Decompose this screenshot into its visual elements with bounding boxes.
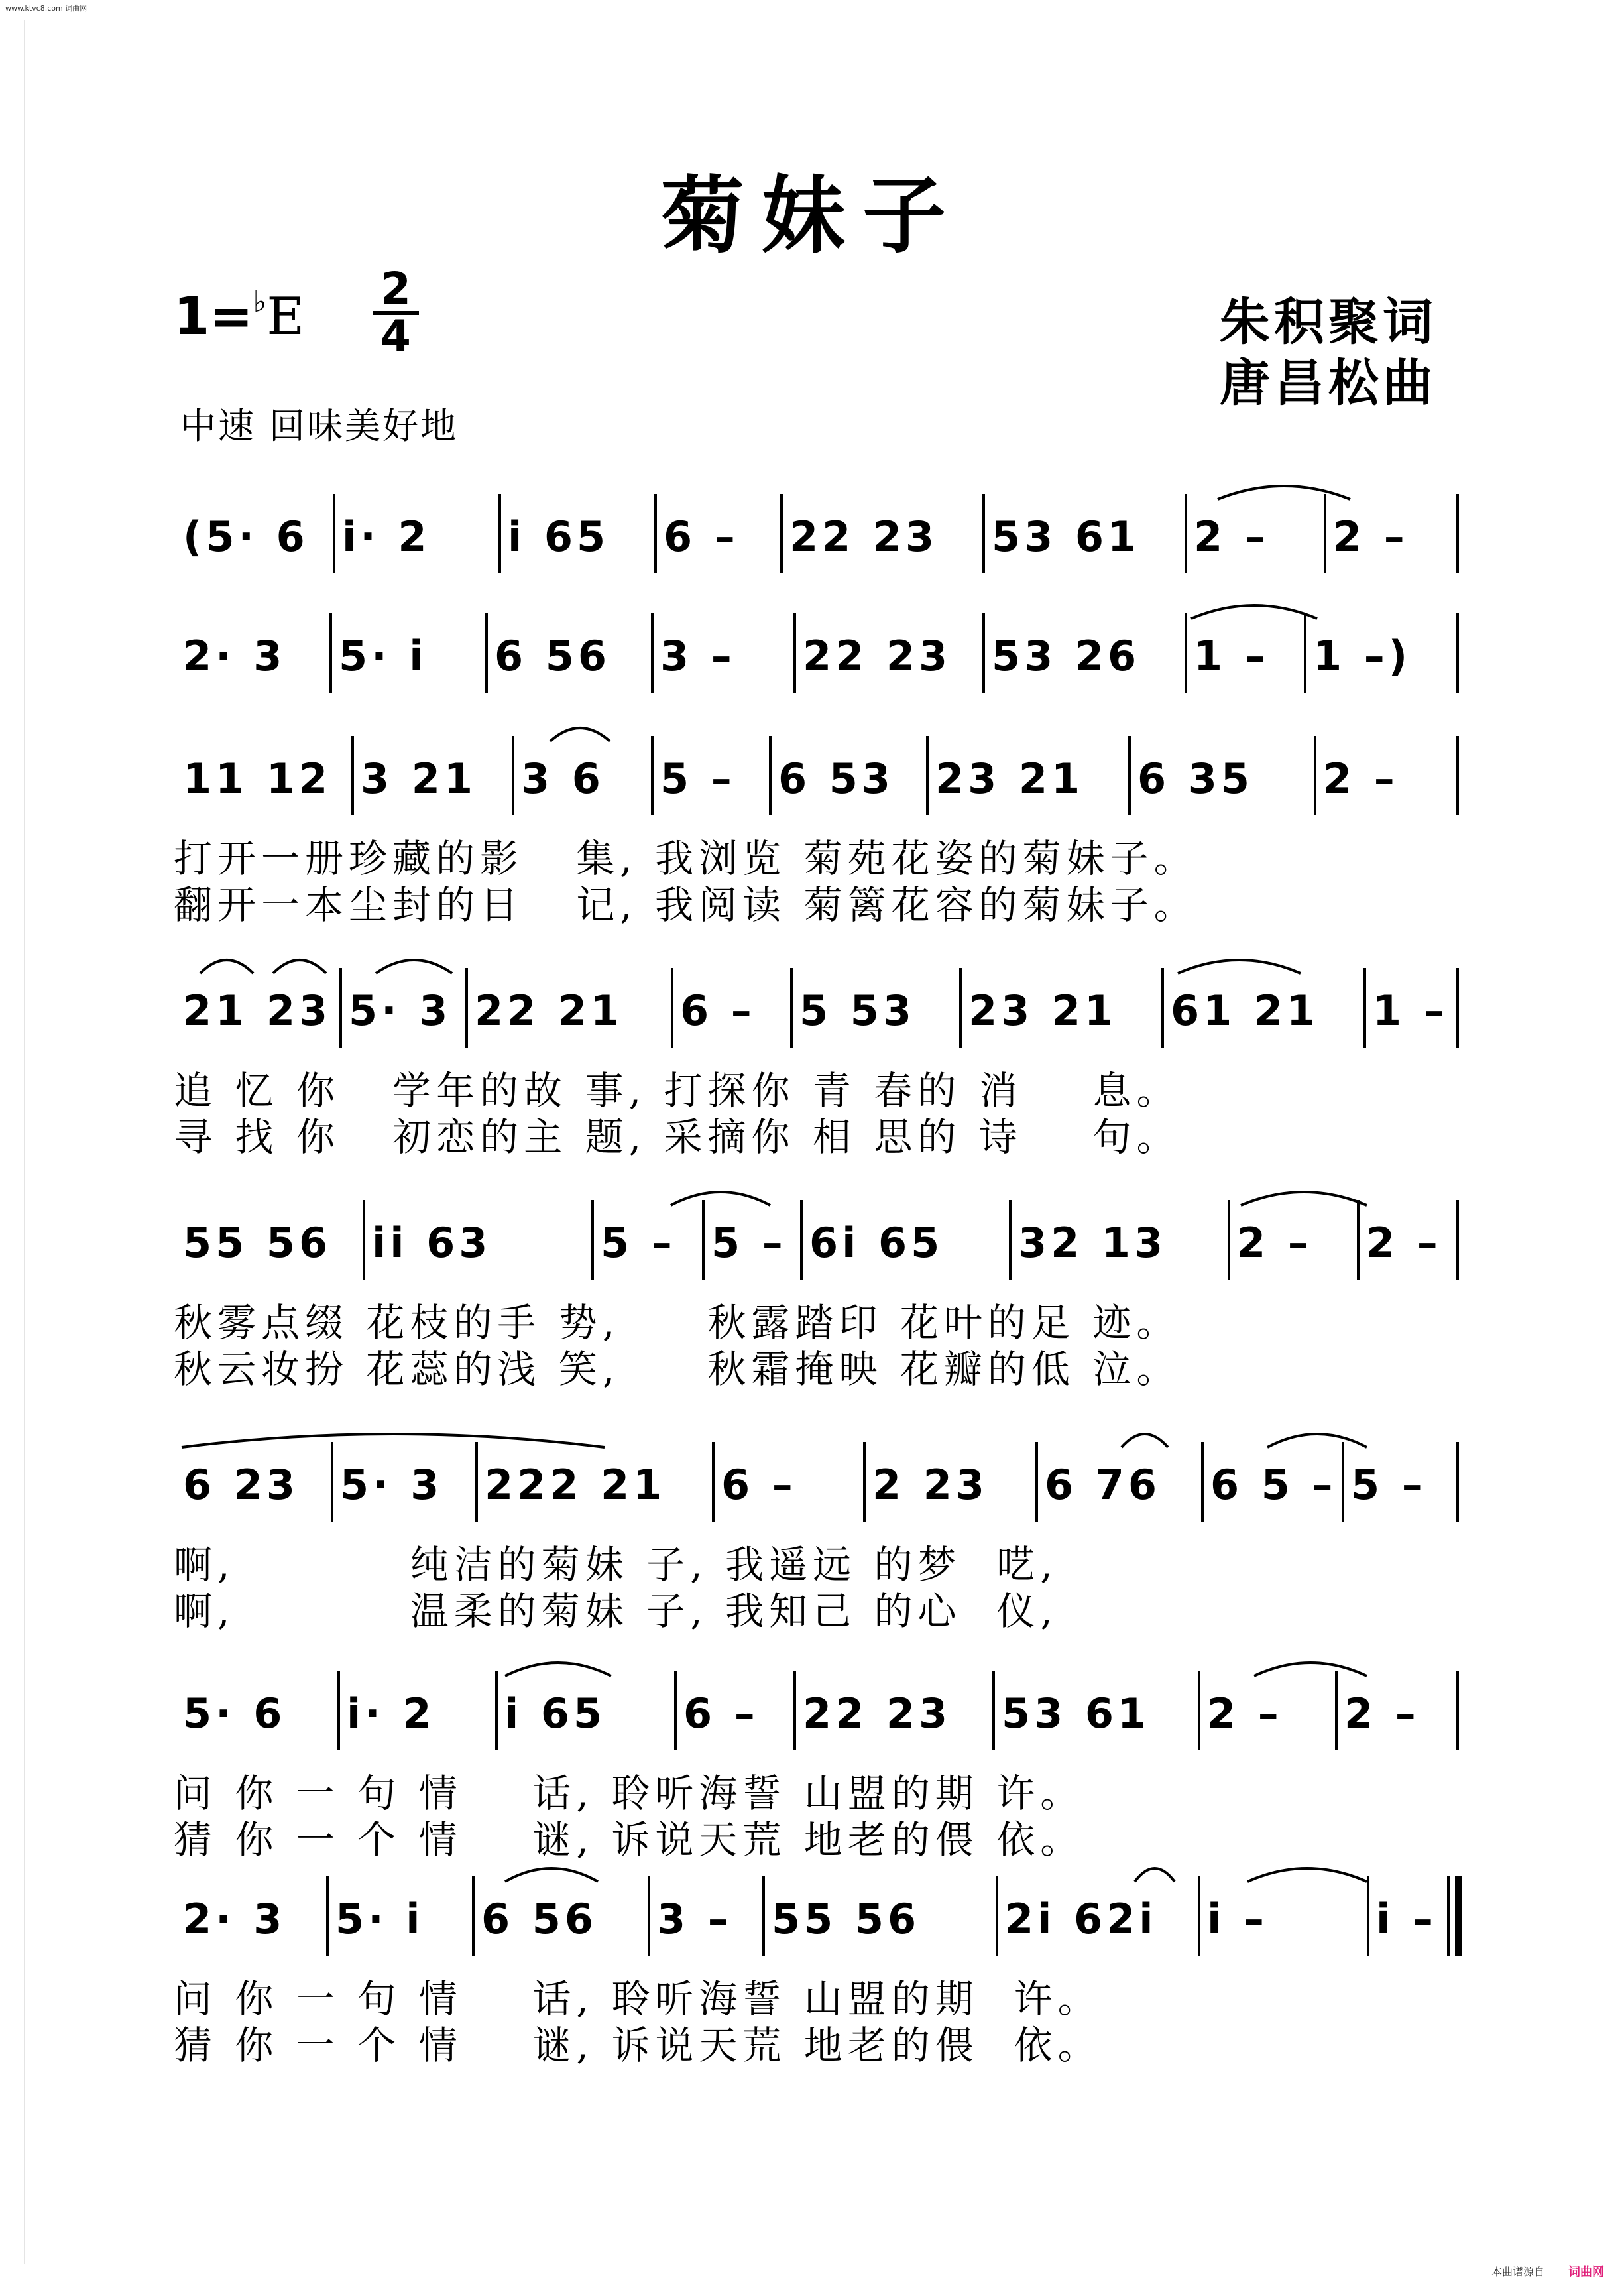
bar-line bbox=[712, 1442, 715, 1522]
measure bbox=[930, 736, 1126, 815]
slur bbox=[550, 728, 610, 741]
measure bbox=[1371, 1876, 1454, 1956]
measure bbox=[963, 968, 1159, 1048]
bar-line bbox=[982, 494, 985, 573]
bar-line bbox=[982, 613, 985, 693]
final-bar-line-thick bbox=[1455, 1876, 1462, 1956]
measure-notes: 2i 62i bbox=[1005, 1895, 1157, 1943]
lyric-line: 问 你 一 句 情 话, 聆听海誓 山盟的期 许。 bbox=[174, 1771, 1084, 1816]
bar-line bbox=[793, 1671, 796, 1750]
bar-line bbox=[1324, 494, 1326, 573]
slur-layer bbox=[174, 719, 1456, 745]
bar-line bbox=[1456, 1200, 1459, 1280]
slur-layer bbox=[174, 951, 1456, 977]
measure-notes: 6 35 bbox=[1137, 754, 1254, 803]
measure-notes: 22 23 bbox=[803, 632, 952, 680]
slur bbox=[505, 1663, 611, 1676]
measure bbox=[1328, 494, 1454, 573]
measure-notes: 55 56 bbox=[183, 1219, 332, 1267]
lyric-line: 翻开一本尘封的日 记, 我阅读 菊篱花容的菊妹子。 bbox=[174, 882, 1198, 928]
credits bbox=[1220, 292, 1437, 414]
measure bbox=[986, 494, 1182, 573]
measure-notes: 53 61 bbox=[992, 512, 1141, 561]
notation-row bbox=[174, 613, 1456, 693]
key-prefix: 1= bbox=[174, 287, 253, 347]
flat-sign: ♭ bbox=[253, 285, 267, 319]
bar-line bbox=[1228, 1200, 1230, 1280]
song-title: 菊妹子 bbox=[661, 166, 963, 265]
bar-line bbox=[654, 494, 657, 573]
measure bbox=[178, 494, 330, 573]
measure bbox=[996, 1671, 1195, 1750]
bar-line bbox=[926, 736, 929, 815]
measure bbox=[784, 494, 980, 573]
measure-notes: 6i 65 bbox=[809, 1219, 944, 1267]
lyric-line: 秋云妆扮 花蕊的浅 笑, 秋霜掩映 花瓣的低 泣。 bbox=[174, 1347, 1181, 1392]
bar-line bbox=[863, 1442, 866, 1522]
measure-notes: 23 21 bbox=[968, 987, 1118, 1035]
site-url: www.ktvc8.com 词曲网 bbox=[5, 4, 87, 13]
bar-line bbox=[959, 968, 962, 1048]
slur bbox=[200, 960, 253, 973]
notation-row bbox=[174, 1671, 1456, 1750]
slur bbox=[1247, 1868, 1367, 1882]
measure bbox=[178, 1671, 335, 1750]
measure-notes: 3 – bbox=[657, 1895, 732, 1943]
meter-top: 2 bbox=[380, 263, 411, 314]
measure-notes: 22 23 bbox=[803, 1689, 952, 1738]
measure bbox=[178, 968, 337, 1048]
bar-line bbox=[648, 1876, 650, 1956]
measure-notes: 5 – bbox=[601, 1219, 676, 1267]
measure-notes: 23 21 bbox=[935, 754, 1084, 803]
slur bbox=[1122, 1434, 1168, 1447]
measure bbox=[1308, 613, 1454, 693]
measure-notes: 6 – bbox=[683, 1689, 759, 1738]
slur bbox=[182, 1434, 605, 1447]
measure-notes: 5· 3 bbox=[340, 1461, 443, 1509]
bar-line bbox=[674, 1671, 677, 1750]
lyric-line: 问 你 一 句 情 话, 聆听海誓 山盟的期 许。 bbox=[174, 1976, 1102, 2021]
measure bbox=[716, 1442, 860, 1522]
measure bbox=[1339, 1671, 1454, 1750]
measure-notes: 6 56 bbox=[494, 632, 611, 680]
measure-notes: 3 – bbox=[660, 632, 736, 680]
measure-notes: 5· i bbox=[335, 1895, 424, 1943]
key-letter: E bbox=[266, 287, 305, 347]
measure-notes: 2 – bbox=[1237, 1219, 1312, 1267]
bar-line bbox=[1456, 613, 1459, 693]
measure bbox=[678, 1671, 791, 1750]
notation-row bbox=[174, 1876, 1456, 1956]
measure bbox=[1039, 1442, 1198, 1522]
measure bbox=[502, 494, 652, 573]
bar-line bbox=[996, 1876, 998, 1956]
notation-row bbox=[174, 494, 1456, 573]
measure-notes: 22 23 bbox=[789, 512, 939, 561]
slur-layer bbox=[174, 1859, 1456, 1886]
slur bbox=[273, 960, 326, 973]
bar-line bbox=[591, 1200, 594, 1280]
measure bbox=[335, 1442, 473, 1522]
measure bbox=[1346, 1442, 1454, 1522]
measure-notes: 5· 3 bbox=[349, 987, 452, 1035]
slur bbox=[671, 1192, 770, 1205]
measure-notes: 2· 3 bbox=[183, 1895, 286, 1943]
tempo-marking: 中速 回味美好地 bbox=[180, 405, 459, 447]
measure bbox=[986, 613, 1182, 693]
bar-line bbox=[1335, 1671, 1338, 1750]
measure bbox=[658, 494, 778, 573]
measure-notes: (5· 6 bbox=[183, 512, 309, 561]
slur-layer bbox=[174, 596, 1456, 623]
measure-notes: i 65 bbox=[508, 512, 610, 561]
measure bbox=[1367, 968, 1454, 1048]
lyric-line: 打开一册珍藏的影 集, 我浏览 菊苑花姿的菊妹子。 bbox=[174, 836, 1198, 881]
bar-line bbox=[1456, 968, 1459, 1048]
bar-line bbox=[495, 1671, 498, 1750]
meter-bottom: 4 bbox=[380, 311, 411, 362]
measure bbox=[797, 613, 980, 693]
measure bbox=[355, 736, 509, 815]
bar-line bbox=[1342, 1442, 1344, 1522]
measure-notes: 2 23 bbox=[872, 1461, 989, 1509]
bar-line bbox=[498, 494, 501, 573]
bar-line bbox=[1128, 736, 1131, 815]
bar-line bbox=[790, 968, 793, 1048]
measure-notes: 5 53 bbox=[799, 987, 916, 1035]
slur bbox=[1191, 605, 1317, 619]
slur bbox=[1241, 1192, 1367, 1205]
measure-notes: 1 – bbox=[1194, 632, 1269, 680]
measure bbox=[804, 1200, 1006, 1280]
measure bbox=[476, 1876, 645, 1956]
measure bbox=[595, 1200, 699, 1280]
measure-notes: 53 26 bbox=[992, 632, 1141, 680]
measure bbox=[794, 968, 957, 1048]
measure bbox=[766, 1876, 993, 1956]
bar-line bbox=[363, 1200, 365, 1280]
measure bbox=[797, 1671, 990, 1750]
measure bbox=[1202, 1671, 1332, 1750]
measure-notes: ii 63 bbox=[372, 1219, 492, 1267]
bar-line bbox=[337, 1671, 340, 1750]
measure bbox=[1205, 1442, 1339, 1522]
measure-notes: 32 13 bbox=[1018, 1219, 1167, 1267]
bar-line bbox=[472, 1876, 475, 1956]
measure bbox=[655, 736, 766, 815]
measure bbox=[655, 613, 791, 693]
slur bbox=[1267, 1434, 1367, 1447]
measure-notes: 5· i bbox=[339, 632, 428, 680]
measure-notes: 6 76 bbox=[1045, 1461, 1161, 1509]
measure-notes: 2 – bbox=[1366, 1219, 1442, 1267]
measure-notes: 55 56 bbox=[772, 1895, 921, 1943]
bar-line bbox=[671, 968, 673, 1048]
bar-line bbox=[800, 1200, 803, 1280]
measure bbox=[1189, 613, 1301, 693]
measure bbox=[469, 968, 668, 1048]
measure-notes: 3 21 bbox=[361, 754, 477, 803]
bar-line bbox=[326, 1876, 329, 1956]
bar-line bbox=[475, 1442, 478, 1522]
measure bbox=[499, 1671, 671, 1750]
lyric-line: 啊, 纯洁的菊妹 子, 我遥远 的梦 呓, bbox=[174, 1542, 1058, 1587]
measure-notes: 2 – bbox=[1344, 1689, 1420, 1738]
measure-notes: 6 – bbox=[721, 1461, 797, 1509]
key-signature bbox=[174, 285, 304, 347]
measure-notes: 6 23 bbox=[183, 1461, 300, 1509]
bar-line bbox=[1185, 494, 1187, 573]
slur bbox=[376, 960, 452, 973]
measure bbox=[1132, 736, 1311, 815]
bar-line bbox=[339, 968, 342, 1048]
slur bbox=[1135, 1868, 1175, 1882]
measure bbox=[367, 1200, 589, 1280]
measure bbox=[1361, 1200, 1454, 1280]
measure bbox=[343, 968, 463, 1048]
bar-line bbox=[762, 1876, 765, 1956]
measure bbox=[773, 736, 923, 815]
measure-notes: i – bbox=[1207, 1895, 1268, 1943]
measure-notes: 2 – bbox=[1333, 512, 1409, 561]
slur-layer bbox=[174, 477, 1456, 503]
bar-line bbox=[769, 736, 772, 815]
bar-line bbox=[651, 613, 654, 693]
bar-line bbox=[333, 494, 335, 573]
measure-notes: 5 – bbox=[1351, 1461, 1426, 1509]
measure-notes: i 65 bbox=[504, 1689, 607, 1738]
measure bbox=[333, 613, 483, 693]
notation-row bbox=[174, 968, 1456, 1048]
slur-layer bbox=[174, 1425, 1456, 1451]
measure-notes: 11 12 bbox=[183, 754, 332, 803]
measure bbox=[1000, 1876, 1195, 1956]
measure-notes: 53 61 bbox=[1002, 1689, 1151, 1738]
measure bbox=[479, 1442, 709, 1522]
measure-notes: 5· 6 bbox=[183, 1689, 286, 1738]
lyric-line: 猜 你 一 个 情 谜, 诉说天荒 地老的偎 依。 bbox=[174, 1817, 1084, 1862]
measure bbox=[706, 1200, 797, 1280]
measure-notes: 6 – bbox=[680, 987, 756, 1035]
bar-line bbox=[780, 494, 783, 573]
measure-notes: 21 23 bbox=[183, 987, 332, 1035]
measure bbox=[178, 1442, 328, 1522]
measure bbox=[1165, 968, 1361, 1048]
bar-line bbox=[702, 1200, 705, 1280]
bar-line bbox=[512, 736, 514, 815]
measure bbox=[1202, 1876, 1364, 1956]
bar-line bbox=[1198, 1876, 1200, 1956]
bar-line bbox=[331, 1442, 333, 1522]
measure-notes: 2· 3 bbox=[183, 632, 286, 680]
measure bbox=[1189, 494, 1321, 573]
slur bbox=[505, 1868, 598, 1882]
bar-line bbox=[1456, 736, 1459, 815]
notation-row bbox=[174, 736, 1456, 815]
lyric-line: 追 忆 你 学年的故 事, 打探你 青 春的 消 息。 bbox=[174, 1068, 1181, 1113]
measure bbox=[1318, 736, 1454, 815]
bar-line bbox=[793, 613, 796, 693]
notation-row bbox=[174, 1442, 1456, 1522]
bar-line bbox=[1185, 613, 1187, 693]
measure bbox=[675, 968, 787, 1048]
bar-line bbox=[1035, 1442, 1038, 1522]
bar-line bbox=[1161, 968, 1164, 1048]
measure bbox=[489, 613, 648, 693]
measure-notes: 222 21 bbox=[485, 1461, 666, 1509]
measure bbox=[330, 1876, 469, 1956]
footer-logo: 词曲网 bbox=[1568, 2265, 1604, 2279]
measure-notes: 6 56 bbox=[481, 1895, 598, 1943]
bar-line bbox=[1304, 613, 1306, 693]
bar-line bbox=[465, 968, 468, 1048]
bar-line bbox=[1367, 1876, 1369, 1956]
bar-line bbox=[329, 613, 332, 693]
measure-notes: 6 – bbox=[664, 512, 739, 561]
measure-notes: 2 – bbox=[1323, 754, 1399, 803]
slur bbox=[1178, 960, 1301, 973]
final-bar-line bbox=[1447, 1876, 1450, 1956]
bar-line bbox=[1009, 1200, 1012, 1280]
bar-line bbox=[1314, 736, 1316, 815]
measure bbox=[867, 1442, 1033, 1522]
bar-line bbox=[1456, 494, 1459, 573]
measure bbox=[178, 736, 349, 815]
measure bbox=[516, 736, 648, 815]
source-note: 本曲谱源自 bbox=[1491, 2265, 1544, 2278]
slur-layer bbox=[174, 1653, 1456, 1680]
bar-line bbox=[1201, 1442, 1204, 1522]
bar-line bbox=[1363, 968, 1366, 1048]
measure bbox=[652, 1876, 760, 1956]
measure-notes: i – bbox=[1376, 1895, 1437, 1943]
measure-notes: 22 21 bbox=[475, 987, 624, 1035]
measure-notes: 5 – bbox=[660, 754, 736, 803]
measure-notes: 2 – bbox=[1207, 1689, 1283, 1738]
measure-notes: 6 5 – bbox=[1210, 1461, 1337, 1509]
measure-notes: i· 2 bbox=[342, 512, 431, 561]
lyric-line: 寻 找 你 初恋的主 题, 采摘你 相 思的 诗 句。 bbox=[174, 1114, 1181, 1160]
measure-notes: 5 – bbox=[711, 1219, 787, 1267]
measure bbox=[341, 1671, 493, 1750]
measure-notes: 1 –) bbox=[1313, 632, 1412, 680]
measure-notes: 1 – bbox=[1373, 987, 1448, 1035]
measure-notes: 61 21 bbox=[1171, 987, 1320, 1035]
measure bbox=[178, 1876, 323, 1956]
bar-line bbox=[992, 1671, 995, 1750]
measure bbox=[1013, 1200, 1225, 1280]
measure bbox=[178, 613, 327, 693]
bar-line bbox=[485, 613, 488, 693]
slur-layer bbox=[174, 1183, 1456, 1209]
bar-line bbox=[1456, 1671, 1459, 1750]
measure-notes: 6 53 bbox=[778, 754, 895, 803]
composer: 唐昌松曲 bbox=[1220, 353, 1437, 412]
bar-line bbox=[1357, 1200, 1360, 1280]
bar-line bbox=[651, 736, 654, 815]
slur bbox=[1218, 486, 1350, 499]
measure bbox=[178, 1200, 360, 1280]
bar-line bbox=[351, 736, 354, 815]
notation-row bbox=[174, 1200, 1456, 1280]
lyric-line: 猜 你 一 个 情 谜, 诉说天荒 地老的偎 依。 bbox=[174, 2023, 1102, 2068]
lyric-line: 秋雾点缀 花枝的手 势, 秋露踏印 花叶的足 迹。 bbox=[174, 1300, 1181, 1345]
measure bbox=[1232, 1200, 1354, 1280]
lyric-line: 啊, 温柔的菊妹 子, 我知己 的心 仪, bbox=[174, 1589, 1058, 1634]
measure-notes: 3 6 bbox=[521, 754, 605, 803]
bar-line bbox=[1456, 1442, 1459, 1522]
lyricist: 朱积聚词 bbox=[1220, 292, 1437, 351]
bar-line bbox=[1198, 1671, 1200, 1750]
measure-notes: i· 2 bbox=[347, 1689, 435, 1738]
slur bbox=[1254, 1663, 1367, 1676]
measure-notes: 2 – bbox=[1194, 512, 1269, 561]
measure bbox=[337, 494, 496, 573]
time-signature bbox=[373, 263, 419, 362]
